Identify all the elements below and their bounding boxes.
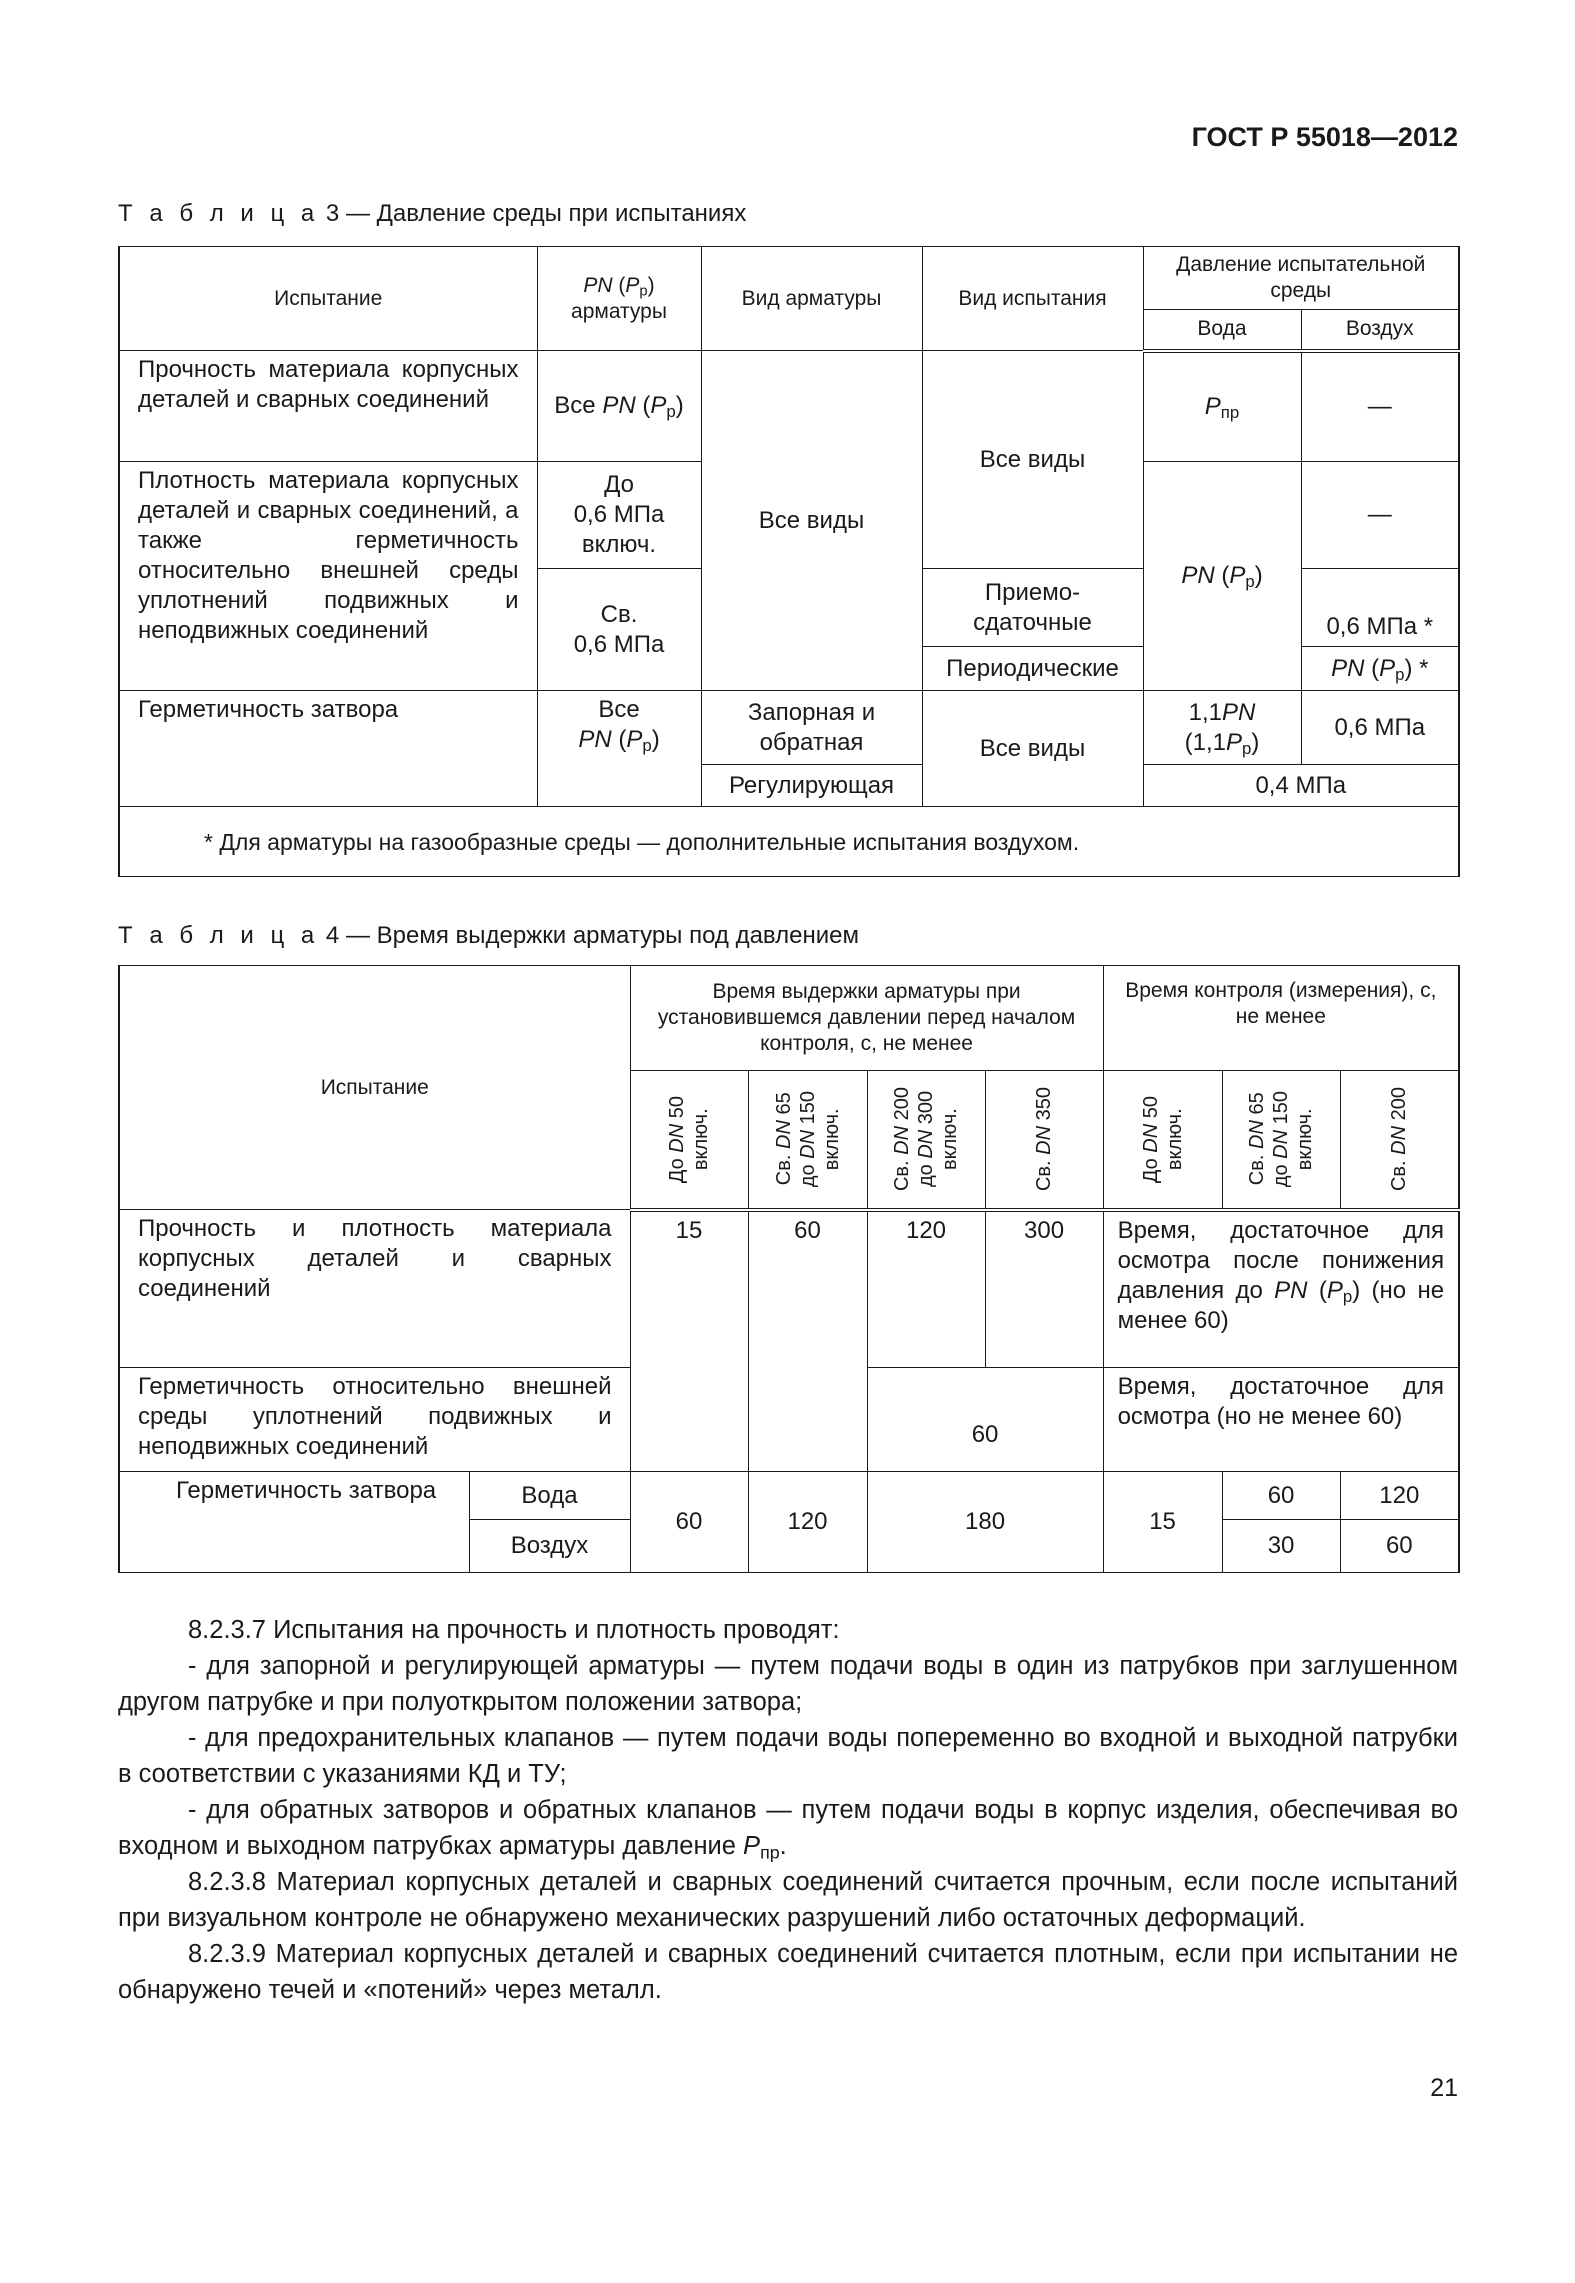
t3-row-tightness: Герметичность затвора — [119, 691, 537, 807]
t3-row-density: Плотность материала корпусных деталей и сварных соединений, а также герметичность относительно внешней среды уплотнений подвижных и неподвижных соединений — [119, 462, 537, 691]
t3-cell-pn-pr: PN $(P_р)$ — [1143, 462, 1301, 691]
t3-header-air: Воздух — [1301, 310, 1459, 351]
t4-cell-s-3: 120 — [867, 1210, 985, 1368]
t3-footnote: * Для арматуры на газообразные среды — дополнительные испытания воздухом. — [119, 807, 1459, 877]
para-bullet-check: - для обратных затворов и обратных клапанов — путем подачи воды в корпус изделия, обеспечивая во входном и выходном патрубках арматуры давление $P_{пр}$. — [118, 1796, 1458, 1863]
t3-cell-all-pn: Все PN $(P_р)$ — [537, 351, 701, 462]
t3-cell-shutoff: Запорная и обратная — [701, 691, 922, 765]
t3-cell-acceptance: Приемо-сдаточные — [922, 569, 1143, 647]
t4-header-ctrl-dn-3: Св. DN 200 — [1340, 1071, 1459, 1210]
para-8-2-3-8: 8.2.3.8 Материал корпусных деталей и сварных соединений считается прочным, если после испытаний при визуальном контроле не обнаружено механических разрушений либо остаточных деформаций. — [118, 1868, 1458, 1932]
t4-cell-seat-air-2: 60 — [1340, 1520, 1459, 1573]
t3-header-pressure: Давление испытательной среды — [1143, 247, 1459, 310]
t4-cell-seat-4: 15 — [1103, 1472, 1222, 1573]
t3-header-test-type: Вид испытания — [922, 247, 1143, 351]
t3-cell-all-types-2: Все виды — [922, 691, 1143, 807]
t3-header-pn: PN $(P_р)$ арматуры — [537, 247, 701, 351]
t4-cell-s-1: 15 — [630, 1210, 748, 1472]
t3-header-test: Испытание — [119, 247, 537, 351]
t4-cell-s-4: 300 — [985, 1210, 1103, 1368]
t4-row-tight-ext: Герметичность относительно внешней среды уплотнений подвижных и неподвижных соединений — [119, 1368, 630, 1472]
t4-cell-s-ctrl: Время, достаточное для осмотра после понижения давления до PN $(P_р)$ (но не менее 60) — [1103, 1210, 1459, 1368]
t4-header-ctrl-dn-2: Св. DN 65 до DN 150 включ. — [1222, 1071, 1340, 1210]
t4-cell-s-2: 60 — [748, 1210, 867, 1472]
t4-cell-seat-2: 120 — [748, 1472, 867, 1573]
t3-cell-all-pn-2: Все PN $(P_р)$ — [537, 691, 701, 807]
t3-header-water: Вода — [1143, 310, 1301, 351]
t3-cell-all-types-test: Все виды — [922, 351, 1143, 569]
t4-header-hold: Время выдержки арматуры при установившемся давлении перед началом контроля, с, не менее — [630, 966, 1103, 1071]
t3-cell-regulating: Регулирующая — [701, 765, 922, 807]
t4-cell-air: Воздух — [469, 1520, 630, 1573]
para-8-2-3-9: 8.2.3.9 Материал корпусных деталей и сварных соединений считается плотным, если при испытании не обнаружено течей и «потений» через металл. — [118, 1940, 1458, 2004]
t4-row-strength: Прочность и плотность материала корпусных деталей и сварных соединений — [119, 1210, 630, 1368]
t3-cell-dash-1: — — [1301, 351, 1459, 462]
para-bullet-shutoff: - для запорной и регулирующей арматуры — путем подачи воды в один из патрубков при заглушенном другом патрубке и при полуоткрытом положении затвора; — [118, 1652, 1458, 1716]
para-8-2-3-7: 8.2.3.7 Испытания на прочность и плотность проводят: — [188, 1616, 840, 1644]
t4-row-seat: Герметичность затвора — [119, 1472, 469, 1573]
t4-header-dn-3: Св. DN 200 до DN 300 включ. — [867, 1071, 985, 1210]
t3-row-strength: Прочность материала корпусных деталей и сварных соединений — [119, 351, 537, 462]
t4-header-control: Время контроля (измерения), с, не менее — [1103, 966, 1459, 1071]
t3-cell-p-pr: $P_{пр}$ — [1143, 351, 1301, 462]
page-number: 21 — [1430, 2074, 1458, 2102]
t4-header-test: Испытание — [119, 966, 630, 1210]
body-text — [118, 1612, 1458, 2008]
t3-cell-water-11: 1,1PN $(1,1P_р)$ — [1143, 691, 1301, 765]
t4-header-dn-1: До DN 50 включ. — [630, 1071, 748, 1210]
t3-cell-air-06-star: 0,6 МПа * — [1301, 569, 1459, 647]
t3-cell-dash-2: — — [1301, 462, 1459, 569]
t4-cell-seat-air-1: 30 — [1222, 1520, 1340, 1573]
t4-cell-t-ctrl: Время, достаточное для осмотра (но не менее 60) — [1103, 1368, 1459, 1472]
t4-cell-seat-3: 180 — [867, 1472, 1103, 1573]
t4-header-dn-4: Св. DN 350 — [985, 1071, 1103, 1210]
t4-cell-seat-water-1: 60 — [1222, 1472, 1340, 1520]
t4-cell-seat-water-2: 120 — [1340, 1472, 1459, 1520]
t4-cell-t-val: 60 — [867, 1368, 1103, 1472]
table3 — [118, 246, 1460, 877]
para-bullet-relief: - для предохранительных клапанов — путем подачи воды попеременно во входной и выходной патрубки в соответствии с указаниями КД и ТУ; — [118, 1724, 1458, 1788]
document-id: ГОСТ Р 55018—2012 — [1191, 122, 1458, 152]
t3-cell-upto: До 0,6 МПа включ. — [537, 462, 701, 569]
t4-header-dn-2: Св. DN 65 до DN 150 включ. — [748, 1071, 867, 1210]
t3-header-valve-type: Вид арматуры — [701, 247, 922, 351]
table3-caption: Т а б л и ц а 3 — Давление среды при испытаниях — [118, 200, 747, 227]
t3-cell-both-04: 0,4 МПа — [1143, 765, 1459, 807]
table4-caption: Т а б л и ц а 4 — Время выдержки арматуры под давлением — [118, 922, 859, 949]
t3-cell-periodic: Периодические — [922, 647, 1143, 691]
t4-header-ctrl-dn-1: До DN 50 включ. — [1103, 1071, 1222, 1210]
t4-cell-seat-1: 60 — [630, 1472, 748, 1573]
t4-cell-water: Вода — [469, 1472, 630, 1520]
t3-cell-pn-pr-star: PN $(P_р)$ * — [1301, 647, 1459, 691]
t3-cell-all-types: Все виды — [701, 351, 922, 691]
table4 — [118, 965, 1460, 1573]
t3-cell-air-06: 0,6 МПа — [1301, 691, 1459, 765]
t3-cell-over: Св. 0,6 МПа — [537, 569, 701, 691]
